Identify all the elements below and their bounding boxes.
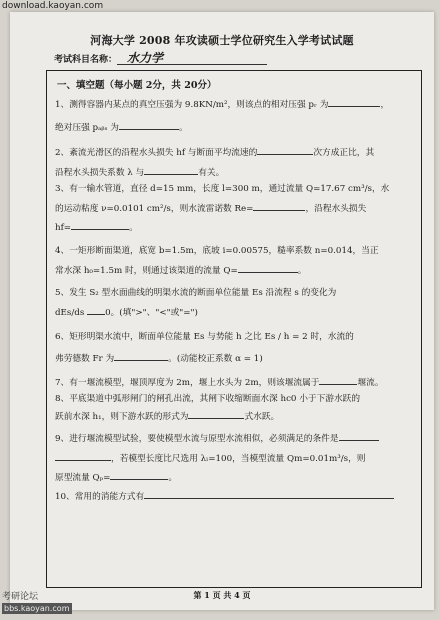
subject-label: 考试科目名称： (54, 55, 118, 65)
question-2: 2、紊流光滑区的沿程水头损失 hf 与断面平均流速的 次方成正比，其 沿程水头损失系数 λ 与 有关。 (55, 145, 415, 180)
watermark-top: download.kaoyan.com (2, 1, 104, 11)
answer-blank[interactable] (110, 470, 168, 480)
page-title: 河海大学 2008 年攻读硕士学位研究生入学考试试题 (90, 34, 354, 47)
answer-blank[interactable] (257, 145, 313, 155)
question-7: 7、有一堰流模型，堰顶厚度为 2m，堰上水头为 2m，则该堰流属于 堰流。 (55, 375, 415, 391)
answer-blank[interactable] (188, 409, 244, 419)
question-9: 9、进行堰流模型试验，要使模型水流与原型水流相似，必须满足的条件是 ，若模型长度比尺选用 λₗ=100，当模型流量 Qm=0.01m³/s，则 原型流量 Qₚ= 。 (55, 431, 415, 486)
subject-value: 水力学 (117, 52, 267, 65)
question-8: 8、平底渠道中弧形闸门的闸孔出流，其闸下收缩断面水深 hc0 小于下游水跃的 跃前水深 h₁，则下游水跃的形式为 式水跃。 (55, 394, 361, 422)
answer-blank[interactable] (339, 431, 379, 441)
question-1: 1、测得容器内某点的真空压强为 9.8KN/m²，则该点的相对压强 pᵣ 为 ， 绝对压强 pₐᵦₛ 为 。 (55, 97, 415, 135)
question-4: 4、一矩形断面渠道，底宽 b=1.5m，底坡 i=0.00575，糙率系数 n=0.014，当正 常水深 h₀=1.5m 时，则通过该渠道的流量 Q= 。 (55, 246, 379, 276)
section-title: 一、填空题（每小题 2分，共 20分） (57, 80, 217, 91)
answer-blank[interactable] (328, 97, 380, 107)
answer-blank[interactable] (319, 375, 357, 385)
question-6: 6、矩形明渠水流中，断面单位能量 Es 与势能 h 之比 Es / h = 2 时，水流的 弗劳德数 Fr 为 。(动能校正系数 α = 1) (55, 332, 354, 364)
answer-blank[interactable] (119, 120, 179, 130)
answer-blank[interactable] (144, 489, 394, 499)
watermark-site: bbs.kaoyan.com (4, 604, 70, 613)
watermark-bottom (2, 592, 72, 614)
page-number: 第 1 页 共 4 页 (193, 590, 251, 600)
answer-blank[interactable] (144, 165, 198, 175)
answer-blank[interactable] (114, 351, 168, 361)
answer-blank[interactable] (253, 201, 305, 211)
answer-blank[interactable] (238, 263, 298, 273)
answer-blank[interactable] (55, 451, 111, 461)
watermark-brand: 考研论坛 (2, 592, 39, 602)
subject-row (54, 52, 267, 65)
question-5: 5、发生 S₂ 型水面曲线的明渠水流的断面单位能量 Es 沿流程 s 的变化为 dEs/ds 0。(填">"、"<"或"=") (55, 288, 337, 318)
exam-paper (10, 12, 434, 610)
question-box (46, 70, 422, 588)
answer-blank[interactable] (71, 220, 129, 230)
question-3: 3、有一输水管道，直径 d=15 mm，长度 l=300 m，通过流量 Q=17.67 cm³/s，水 的运动粘度 ν=0.0101 cm²/s，则水流雷诺数 Re= ，沿程水头损失 hf= 。 (55, 184, 390, 233)
question-10: 10、常用的消能方式有 (55, 489, 415, 505)
answer-blank[interactable] (87, 305, 105, 315)
